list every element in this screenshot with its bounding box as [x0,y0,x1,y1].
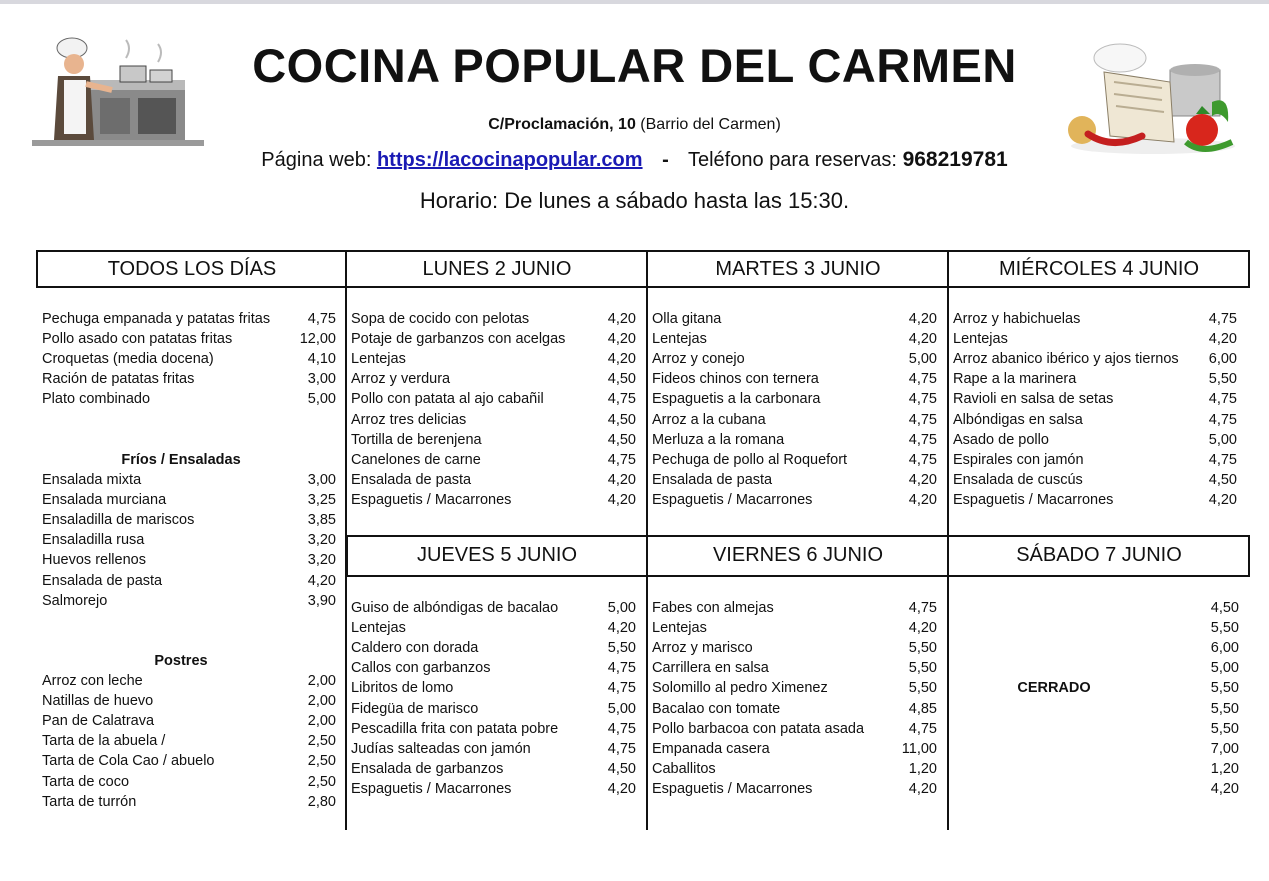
menu-item-price: 12,00 [299,331,336,348]
menu-item-price: 5,50 [908,660,937,677]
menu-item-name: Arroz y verdura [351,371,451,388]
menu-item-name: Ensalada de pasta [42,572,163,589]
menu-item-price: 3,00 [307,371,336,388]
menu-item-name: Espaguetis / Macarrones [953,491,1114,508]
menu-item-price: 2,50 [307,773,336,790]
menu-item-price: 5,00 [908,351,937,368]
menu-item-name: Ensalada murciana [42,492,167,509]
menu-item-name: Tarta de la abuela / [42,733,166,750]
menu-item-price: 4,50 [607,760,636,777]
menu-item-price: 4,85 [908,700,937,717]
menu-item-name: Ración de patatas fritas [42,371,195,388]
separator: - [662,149,669,171]
menu-item-price: 5,00 [607,600,636,616]
menu-item-name: Tortilla de berenjena [351,431,482,448]
menu-item-name: Espaguetis / Macarrones [351,780,512,797]
menu-item-name: Arroz a la cubana [652,411,766,428]
menu-item-price: 3,90 [307,592,336,609]
menu-item-price: 5,00 [1208,431,1237,448]
menu-item-name: Natillas de huevo [42,693,154,710]
menu-item-price: 5,50 [1210,720,1239,737]
menu-item-price: 4,75 [607,660,636,677]
menu-item-price: 4,20 [1208,491,1237,508]
menu-item-price: 4,20 [908,311,937,327]
menu-item-name: Pollo barbacoa con patata asada [652,720,865,737]
menu-item-price: 5,00 [307,391,336,408]
closed-label: CERRADO [1017,680,1091,697]
menu-item-price: 5,00 [607,700,636,717]
menu-item-name: Canelones de carne [351,451,481,468]
menu-item-price: 4,20 [607,620,636,637]
menu-item-price: 4,10 [307,351,336,368]
menu-item-price: 4,75 [908,600,937,616]
menu-item-price: 3,20 [307,552,336,569]
menu-item-price: 4,75 [1208,311,1237,327]
menu-item-price: 2,00 [307,673,336,689]
phone-label: Teléfono para reservas: [687,149,897,171]
menu-item-price: 3,25 [307,492,336,509]
heading-thursday: JUEVES 5 JUNIO [416,544,578,566]
menu-item-price: 5,50 [908,640,937,657]
menu-item-price: 4,20 [1210,780,1239,797]
menu-item-name: Pechuga de pollo al Roquefort [652,451,848,468]
menu-item-price: 1,20 [1210,760,1239,777]
menu-item-name: Fidegüa de marisco [351,700,479,717]
menu-item-price: 4,20 [1208,331,1237,348]
address [0,116,1269,134]
menu-item-price: 5,50 [1210,620,1239,637]
menu-item-price: 2,50 [307,753,336,770]
menu-item-price: 4,20 [908,620,937,637]
heading-wednesday: MIÉRCOLES 4 JUNIO [998,258,1200,280]
menu-item-price: 5,50 [1210,680,1239,697]
menu-item-price: 4,75 [908,411,937,428]
menu-item-price: 4,75 [607,451,636,468]
menu-item-name: Merluza a la romana [652,431,785,448]
menu-item-price: 2,80 [307,793,336,810]
menu-item-name: Lentejas [351,620,406,637]
menu-item-name: Arroz y habichuelas [953,311,1081,327]
menu-item-name: Tarta de Cola Cao / abuelo [42,753,215,770]
menu-item-name: Plato combinado [42,391,151,408]
menu-item-price: 4,75 [607,391,636,408]
menu-item-price: 3,00 [307,472,336,488]
menu-item-price: 4,75 [908,431,937,448]
menu-item-price: 4,20 [307,572,336,589]
menu-item-price: 5,50 [607,640,636,657]
menu-item-price: 4,50 [1208,471,1237,488]
menu-item-price: 4,75 [607,680,636,697]
menu-item-name: Ensalada de garbanzos [351,760,504,777]
menu-item-name: Empanada casera [652,740,770,757]
menu-item-name: Pollo con patata al ajo cabañil [351,391,544,408]
menu-item-price: 4,20 [607,331,636,348]
menu-item-price: 4,20 [607,311,636,327]
menu-item-name: Pescadilla frita con patata pobre [351,720,559,737]
menu-item-name: Lentejas [953,331,1008,348]
menu-item-price: 2,00 [307,693,336,710]
menu-item-name: Espirales con jamón [953,451,1084,468]
heading-saturday: SÁBADO 7 JUNIO [1016,544,1182,566]
menu-item-name: Tarta de coco [42,773,130,790]
heading-monday: LUNES 2 JUNIO [422,258,572,280]
menu-item-name: Espaguetis / Macarrones [652,491,813,508]
menu-item-price: 4,75 [607,720,636,737]
menu-item-name: Arroz y marisco [652,640,753,657]
menu-item-name: Carrillera en salsa [652,660,769,677]
heading-friday: VIERNES 6 JUNIO [712,544,884,566]
heading-tuesday: MARTES 3 JUNIO [715,258,881,280]
menu-item-name: Espaguetis / Macarrones [351,491,512,508]
menu-item-price: 4,75 [1208,451,1237,468]
menu-item-price: 5,50 [908,680,937,697]
menu-item-price: 5,00 [1210,660,1239,677]
menu-item-name: Ensaladilla de mariscos [42,512,195,529]
menu-item-name: Huevos rellenos [42,552,146,569]
heading-everyday: TODOS LOS DÍAS [107,258,277,280]
menu-item-price: 5,50 [1210,700,1239,717]
menu-item-price: 4,75 [908,391,937,408]
menu-item-price: 6,00 [1208,351,1237,368]
menu-item-name: Albóndigas en salsa [953,411,1083,428]
menu-item-name: Lentejas [652,331,707,348]
menu-item-name: Bacalao con tomate [652,700,781,717]
restaurant-title: COCINA POPULAR DEL CARMEN [252,39,1017,92]
menu-item-name: Ensalada mixta [42,472,142,488]
menu-item-name: Libritos de lomo [351,680,454,697]
menu-item-price: 4,75 [908,720,937,737]
menu-item-price: 4,50 [607,411,636,428]
menu-item-name: Olla gitana [652,311,722,327]
menu-item-price: 4,20 [908,331,937,348]
menu-item-name: Espaguetis a la carbonara [652,391,821,408]
phone-number: 968219781 [902,148,1008,171]
menu-item-name: Arroz con leche [42,673,143,689]
menu-item-name: Sopa de cocido con pelotas [351,311,530,327]
menu-item-name: Lentejas [351,351,406,368]
menu-item-price: 2,50 [307,733,336,750]
address-street: C/Proclamación, 10 [488,116,636,133]
menu-item-name: Pollo asado con patatas fritas [42,331,233,348]
menu-item-price: 1,20 [908,760,937,777]
menu-item-price: 4,50 [607,431,636,448]
menu-item-name: Arroz y conejo [652,351,745,368]
menu-item-name: Callos con garbanzos [351,660,491,677]
menu-item-name: Ensalada de cuscús [953,471,1083,488]
menu-item-price: 4,50 [607,371,636,388]
top-border [0,0,1269,4]
menu-item-price: 4,75 [1208,391,1237,408]
menu-item-price: 4,20 [607,471,636,488]
menu-item-name: Rape a la marinera [953,371,1077,388]
contact-line [0,148,1269,172]
menu-item-name: Fabes con almejas [652,600,774,616]
menu-item-price: 4,75 [307,311,336,327]
menu-item-name: Caldero con dorada [351,640,479,657]
menu-item-name: Guiso de albóndigas de bacalao [351,600,559,616]
menu-item-price: 4,20 [908,471,937,488]
menu-item-price: 11,00 [901,740,937,757]
menu-item-name: Ensaladilla rusa [42,532,145,549]
menu-item-name: Lentejas [652,620,707,637]
menu-item-price: 2,00 [307,713,336,730]
menu-item-name: Potaje de garbanzos con acelgas [351,331,566,348]
menu-item-price: 4,75 [607,740,636,757]
menu-item-name: Arroz tres delicias [351,411,467,428]
menu-item-price: 4,75 [908,451,937,468]
menu-item-name: Ravioli en salsa de setas [953,391,1114,408]
menu-item-price: 4,75 [1208,411,1237,428]
subheading-desserts: Postres [154,653,208,669]
menu-item-name: Croquetas (media docena) [42,351,214,368]
menu-item-name: Arroz abanico ibérico y ajos tiernos [953,351,1179,368]
website-link[interactable]: https://lacocinapopular.com [376,149,643,171]
menu-item-price: 4,75 [908,371,937,388]
menu-item-name: Tarta de turrón [42,793,137,810]
menu-item-name: Espaguetis / Macarrones [652,780,813,797]
menu-item-name: Solomillo al pedro Ximenez [652,680,828,697]
menu-item-name: Ensalada de pasta [652,471,773,488]
web-label: Página web: [261,149,372,171]
menu-item-name: Pan de Calatrava [42,713,155,730]
menu-item-price: 4,20 [607,491,636,508]
menu-item-price: 7,00 [1210,740,1239,757]
menu-item-price: 4,20 [607,351,636,368]
menu-item-name: Caballitos [652,760,716,777]
menu-item-name: Judías salteadas con jamón [351,740,531,757]
menu-item-price: 6,00 [1210,640,1239,657]
menu-item-price: 4,20 [607,780,636,797]
menu-item-price: 3,85 [307,512,336,529]
menu-item-price: 4,20 [908,491,937,508]
menu-item-price: 3,20 [307,532,336,549]
menu-item-price: 4,20 [908,780,937,797]
menu-item-price: 5,50 [1208,371,1237,388]
address-neighborhood: (Barrio del Carmen) [640,116,781,133]
menu-item-name: Asado de pollo [953,431,1049,448]
menu-item-name: Pechuga empanada y patatas fritas [42,311,271,327]
subheading-salads: Fríos / Ensaladas [121,452,241,468]
opening-hours: Horario: De lunes a sábado hasta las 15:30. [419,188,850,213]
menu-item-name: Ensalada de pasta [351,471,472,488]
menu-item-name: Salmorejo [42,592,108,609]
menu-item-name: Fideos chinos con ternera [652,371,819,388]
menu-item-price: 4,50 [1210,600,1239,616]
